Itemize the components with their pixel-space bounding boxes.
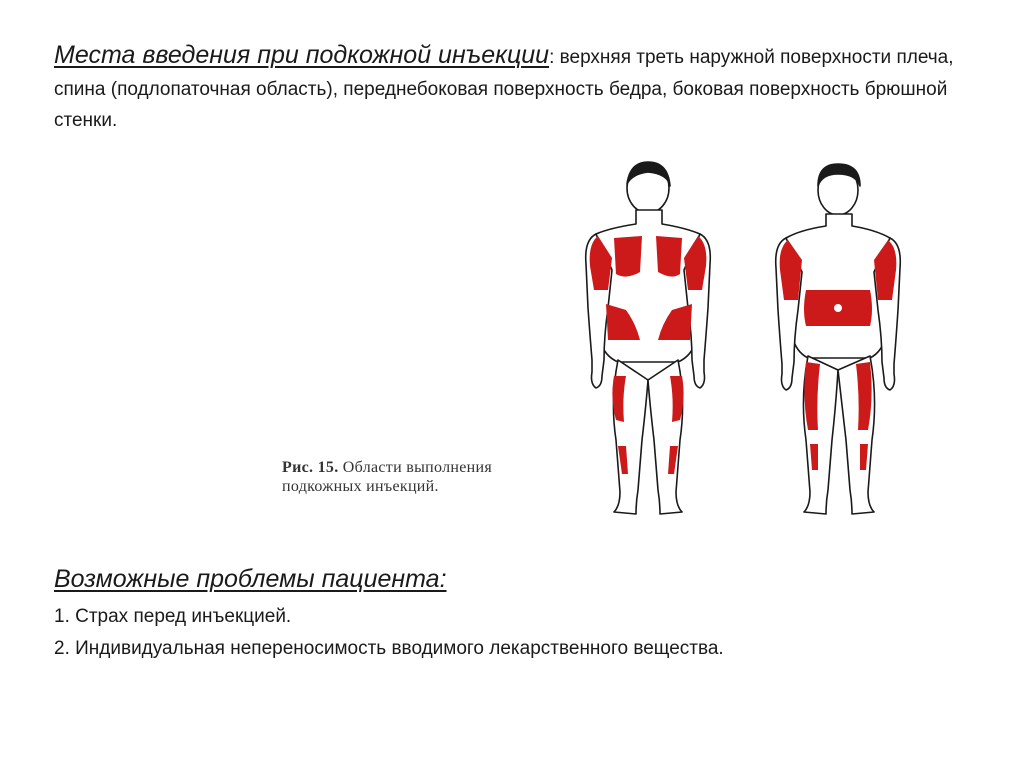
problems-heading: Возможные проблемы пациента:: [54, 565, 447, 593]
figure-caption-text: Области выполнения подкожных инъекций.: [282, 459, 493, 495]
intro-lead-heading: Места введения при подкожной инъекции: [54, 41, 550, 69]
problem-item: 1. Страх перед инъекцией.: [54, 606, 292, 627]
problem-item: 2. Индивидуальная непереносимость вводимого лекарственного вещества.: [54, 638, 724, 659]
back-view-figure: [586, 162, 711, 514]
front-view-figure: [776, 164, 901, 514]
injection-sites-figure: [270, 140, 910, 530]
intro-paragraph: [54, 40, 984, 137]
figure-caption-label: Рис. 15.: [282, 459, 339, 476]
front-navel: [834, 304, 842, 312]
back-zone-scapula-right: [656, 236, 682, 277]
back-zone-scapula-left: [614, 236, 642, 277]
figure-caption: [282, 458, 532, 496]
problems-list: [54, 601, 724, 665]
intro-text: : верхняя треть наружной поверхности плеча, спина (подлопаточная область), переднебоковая поверхность бедра, боковая поверхность брюшной стенки.: [54, 47, 954, 131]
